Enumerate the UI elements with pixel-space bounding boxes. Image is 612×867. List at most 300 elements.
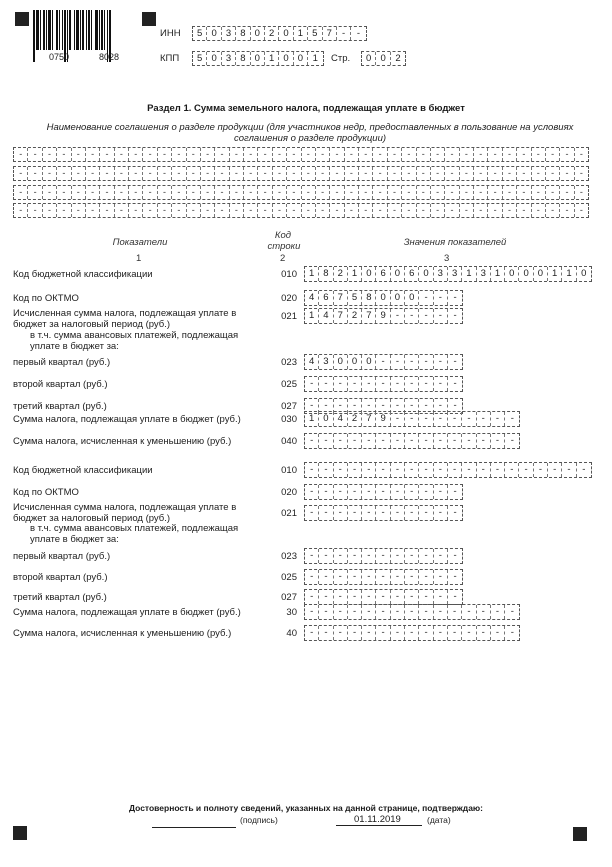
agreement-cell[interactable]: - xyxy=(316,186,330,199)
agreement-cell[interactable]: - xyxy=(57,204,71,217)
agreement-cell[interactable]: - xyxy=(143,167,157,180)
agreement-cell[interactable]: - xyxy=(86,186,100,199)
digit-cell[interactable]: - xyxy=(362,485,376,499)
digit-cell[interactable]: - xyxy=(462,463,476,477)
digit-cell[interactable]: 1 xyxy=(562,267,576,281)
agreement-cell[interactable]: - xyxy=(187,167,201,180)
digit-cell[interactable]: - xyxy=(453,550,457,561)
agreement-cell[interactable]: - xyxy=(460,167,474,180)
digit-cell[interactable]: - xyxy=(510,627,514,638)
agreement-cell[interactable]: - xyxy=(359,204,373,217)
agreement-cell[interactable]: - xyxy=(532,186,546,199)
agreement-cell[interactable]: - xyxy=(503,204,517,217)
digit-cell[interactable]: - xyxy=(434,590,448,604)
digit-cell[interactable]: - xyxy=(419,590,433,604)
agreement-cell[interactable]: - xyxy=(302,167,316,180)
digit-cell[interactable]: 6 xyxy=(405,267,419,281)
agreement-cell[interactable]: - xyxy=(503,148,517,161)
digit-cell[interactable]: - xyxy=(434,605,448,619)
agreement-cell[interactable]: - xyxy=(72,204,86,217)
digit-cell[interactable]: 2 xyxy=(265,27,279,40)
digit-cell[interactable]: - xyxy=(362,570,376,584)
agreement-cell[interactable]: - xyxy=(72,167,86,180)
digit-cell[interactable]: - xyxy=(376,485,390,499)
agreement-cell[interactable]: - xyxy=(431,186,445,199)
digit-cell[interactable]: - xyxy=(405,399,419,413)
digit-cell[interactable]: - xyxy=(362,399,376,413)
digit-cell[interactable]: 9 xyxy=(376,309,390,323)
digit-cell[interactable]: 0 xyxy=(362,52,376,65)
digit-cell[interactable]: 0 xyxy=(376,52,390,65)
agreement-cell[interactable]: - xyxy=(273,167,287,180)
digit-cell[interactable]: - xyxy=(405,485,419,499)
agreement-cell[interactable]: - xyxy=(129,186,143,199)
agreement-cell[interactable]: - xyxy=(345,186,359,199)
digit-cell[interactable]: - xyxy=(434,309,448,323)
digit-cell[interactable]: 8 xyxy=(236,27,250,40)
digit-cell[interactable]: - xyxy=(391,309,405,323)
agreement-cell[interactable]: - xyxy=(14,186,28,199)
agreement-cell[interactable]: - xyxy=(431,204,445,217)
value-field-010[interactable] xyxy=(304,266,592,282)
digit-cell[interactable]: - xyxy=(505,463,519,477)
digit-cell[interactable]: - xyxy=(510,413,514,424)
digit-cell[interactable]: 0 xyxy=(534,267,548,281)
digit-cell[interactable]: - xyxy=(348,506,362,520)
digit-cell[interactable]: - xyxy=(319,549,333,563)
digit-cell[interactable]: 7 xyxy=(334,291,348,305)
agreement-cell[interactable]: - xyxy=(115,204,129,217)
agreement-cell[interactable]: - xyxy=(244,148,258,161)
digit-cell[interactable]: - xyxy=(305,570,319,584)
agreement-cell[interactable]: - xyxy=(129,167,143,180)
digit-cell[interactable]: - xyxy=(362,463,376,477)
digit-cell[interactable]: 5 xyxy=(308,27,322,40)
digit-cell[interactable]: 8 xyxy=(236,52,250,65)
value-field-040[interactable] xyxy=(304,433,520,449)
agreement-cell[interactable]: - xyxy=(14,167,28,180)
digit-cell[interactable]: - xyxy=(376,626,390,640)
agreement-cell[interactable]: - xyxy=(579,168,583,178)
agreement-cell[interactable]: - xyxy=(100,148,114,161)
agreement-cell[interactable]: - xyxy=(143,204,157,217)
agreement-cell[interactable]: - xyxy=(532,204,546,217)
agreement-cell[interactable]: - xyxy=(244,204,258,217)
agreement-cell[interactable]: - xyxy=(100,186,114,199)
digit-cell[interactable]: - xyxy=(319,485,333,499)
digit-cell[interactable]: - xyxy=(334,434,348,448)
digit-cell[interactable]: 0 xyxy=(376,291,390,305)
digit-cell[interactable]: - xyxy=(305,434,319,448)
digit-cell[interactable]: - xyxy=(419,399,433,413)
digit-cell[interactable]: - xyxy=(391,549,405,563)
agreement-cell[interactable]: - xyxy=(417,167,431,180)
agreement-cell[interactable]: - xyxy=(187,148,201,161)
digit-cell[interactable]: - xyxy=(419,309,433,323)
agreement-cell[interactable]: - xyxy=(388,186,402,199)
digit-cell[interactable]: - xyxy=(391,463,405,477)
digit-cell[interactable]: - xyxy=(582,464,586,475)
agreement-cell[interactable]: - xyxy=(359,186,373,199)
agreement-cell[interactable]: - xyxy=(57,148,71,161)
digit-cell[interactable]: - xyxy=(348,485,362,499)
digit-cell[interactable]: - xyxy=(419,549,433,563)
agreement-cell[interactable]: - xyxy=(359,167,373,180)
digit-cell[interactable]: - xyxy=(319,590,333,604)
digit-cell[interactable]: - xyxy=(462,626,476,640)
digit-cell[interactable]: - xyxy=(376,590,390,604)
digit-cell[interactable]: 2 xyxy=(334,267,348,281)
digit-cell[interactable]: 6 xyxy=(319,291,333,305)
digit-cell[interactable]: - xyxy=(405,590,419,604)
digit-cell[interactable]: 5 xyxy=(193,52,207,65)
digit-cell[interactable]: - xyxy=(362,434,376,448)
agreement-cell[interactable]: - xyxy=(330,204,344,217)
agreement-cell[interactable]: - xyxy=(158,204,172,217)
digit-cell[interactable]: - xyxy=(334,626,348,640)
digit-cell[interactable]: 5 xyxy=(348,291,362,305)
agreement-cell[interactable]: - xyxy=(28,204,42,217)
agreement-cell[interactable]: - xyxy=(488,204,502,217)
digit-cell[interactable]: 0 xyxy=(319,412,333,426)
digit-cell[interactable]: - xyxy=(534,463,548,477)
digit-cell[interactable]: - xyxy=(477,412,491,426)
digit-cell[interactable]: 1 xyxy=(548,267,562,281)
digit-cell[interactable]: - xyxy=(419,412,433,426)
digit-cell[interactable]: - xyxy=(391,570,405,584)
digit-cell[interactable]: - xyxy=(419,355,433,369)
digit-cell[interactable]: 1 xyxy=(305,309,319,323)
digit-cell[interactable]: - xyxy=(419,377,433,391)
digit-cell[interactable]: - xyxy=(434,377,448,391)
agreement-cell[interactable]: - xyxy=(215,204,229,217)
value-field-021[interactable] xyxy=(304,308,463,324)
agreement-cell[interactable]: - xyxy=(402,204,416,217)
agreement-cell[interactable]: - xyxy=(230,186,244,199)
digit-cell[interactable]: - xyxy=(376,549,390,563)
value-field-40[interactable] xyxy=(304,625,520,641)
digit-cell[interactable]: - xyxy=(319,434,333,448)
digit-cell[interactable]: - xyxy=(391,590,405,604)
digit-cell[interactable]: - xyxy=(510,606,514,617)
digit-cell[interactable]: - xyxy=(477,605,491,619)
digit-cell[interactable]: - xyxy=(491,434,505,448)
agreement-cell[interactable]: - xyxy=(417,148,431,161)
digit-cell[interactable]: 0 xyxy=(334,355,348,369)
agreement-cell[interactable]: - xyxy=(488,167,502,180)
agreement-cell[interactable]: - xyxy=(14,148,28,161)
digit-cell[interactable]: - xyxy=(337,27,351,40)
digit-cell[interactable]: 1 xyxy=(348,267,362,281)
agreement-cell[interactable]: - xyxy=(445,186,459,199)
agreement-cell[interactable]: - xyxy=(244,167,258,180)
digit-cell[interactable]: 6 xyxy=(376,267,390,281)
digit-cell[interactable]: - xyxy=(391,412,405,426)
digit-cell[interactable]: - xyxy=(305,549,319,563)
agreement-cell[interactable]: - xyxy=(532,167,546,180)
digit-cell[interactable]: - xyxy=(405,463,419,477)
digit-cell[interactable]: - xyxy=(434,355,448,369)
agreement-cell[interactable]: - xyxy=(517,204,531,217)
agreement-cell[interactable]: - xyxy=(560,204,574,217)
digit-cell[interactable]: 7 xyxy=(362,412,376,426)
digit-cell[interactable]: - xyxy=(434,291,448,305)
digit-cell[interactable]: - xyxy=(477,434,491,448)
agreement-cell[interactable]: - xyxy=(187,186,201,199)
digit-cell[interactable]: 9 xyxy=(376,412,390,426)
digit-cell[interactable]: 0 xyxy=(362,267,376,281)
value-field-025[interactable] xyxy=(304,376,463,392)
digit-cell[interactable]: 3 xyxy=(222,27,236,40)
digit-cell[interactable]: - xyxy=(391,506,405,520)
agreement-cell[interactable]: - xyxy=(388,204,402,217)
digit-cell[interactable]: 1 xyxy=(491,267,505,281)
agreement-cell[interactable]: - xyxy=(230,148,244,161)
agreement-cell[interactable]: - xyxy=(546,204,560,217)
digit-cell[interactable]: 3 xyxy=(222,52,236,65)
digit-cell[interactable]: 3 xyxy=(434,267,448,281)
agreement-cell[interactable]: - xyxy=(345,148,359,161)
agreement-cell[interactable]: - xyxy=(316,167,330,180)
agreement-cell[interactable]: - xyxy=(560,186,574,199)
signature-line[interactable] xyxy=(152,820,236,828)
agreement-cell[interactable]: - xyxy=(445,204,459,217)
digit-cell[interactable]: - xyxy=(348,590,362,604)
digit-cell[interactable]: - xyxy=(405,412,419,426)
agreement-cell[interactable]: - xyxy=(517,167,531,180)
digit-cell[interactable]: 0 xyxy=(362,355,376,369)
agreement-cell[interactable]: - xyxy=(417,204,431,217)
agreement-cell[interactable]: - xyxy=(546,167,560,180)
digit-cell[interactable]: - xyxy=(405,309,419,323)
agreement-cell[interactable]: - xyxy=(330,167,344,180)
digit-cell[interactable]: - xyxy=(462,434,476,448)
digit-cell[interactable]: - xyxy=(434,463,448,477)
agreement-cell[interactable]: - xyxy=(187,204,201,217)
digit-cell[interactable]: - xyxy=(391,355,405,369)
page-number-field[interactable] xyxy=(361,51,406,66)
agreement-cell[interactable]: - xyxy=(345,167,359,180)
digit-cell[interactable]: - xyxy=(453,571,457,582)
agreement-cell[interactable]: - xyxy=(43,148,57,161)
agreement-cell[interactable]: - xyxy=(579,187,583,197)
agreement-cell[interactable]: - xyxy=(230,167,244,180)
digit-cell[interactable]: - xyxy=(348,626,362,640)
digit-cell[interactable]: - xyxy=(319,377,333,391)
agreement-cell[interactable]: - xyxy=(302,186,316,199)
digit-cell[interactable]: - xyxy=(448,412,462,426)
digit-cell[interactable]: 7 xyxy=(334,309,348,323)
agreement-cell[interactable]: - xyxy=(244,186,258,199)
agreement-cell[interactable]: - xyxy=(57,167,71,180)
digit-cell[interactable]: 0 xyxy=(348,355,362,369)
digit-cell[interactable]: 0 xyxy=(251,52,265,65)
agreement-cell[interactable]: - xyxy=(201,204,215,217)
digit-cell[interactable]: 2 xyxy=(395,53,401,64)
agreement-cell[interactable]: - xyxy=(100,204,114,217)
agreement-cell[interactable]: - xyxy=(158,167,172,180)
digit-cell[interactable]: - xyxy=(334,463,348,477)
agreement-cell[interactable]: - xyxy=(215,186,229,199)
digit-cell[interactable]: - xyxy=(376,434,390,448)
digit-cell[interactable]: 1 xyxy=(265,52,279,65)
agreement-cell[interactable]: - xyxy=(460,148,474,161)
agreement-cell[interactable]: - xyxy=(417,186,431,199)
agreement-cell[interactable]: - xyxy=(86,204,100,217)
digit-cell[interactable]: - xyxy=(448,626,462,640)
agreement-cell[interactable]: - xyxy=(143,148,157,161)
digit-cell[interactable]: - xyxy=(453,378,457,389)
digit-cell[interactable]: - xyxy=(434,549,448,563)
digit-cell[interactable]: - xyxy=(405,605,419,619)
digit-cell[interactable]: - xyxy=(376,377,390,391)
digit-cell[interactable]: - xyxy=(319,463,333,477)
digit-cell[interactable]: - xyxy=(376,463,390,477)
agreement-cell[interactable]: - xyxy=(302,148,316,161)
agreement-cell[interactable]: - xyxy=(129,204,143,217)
digit-cell[interactable]: 5 xyxy=(193,27,207,40)
agreement-cell[interactable]: - xyxy=(201,186,215,199)
digit-cell[interactable]: - xyxy=(391,377,405,391)
agreement-cell[interactable]: - xyxy=(503,186,517,199)
digit-cell[interactable]: - xyxy=(448,463,462,477)
agreement-cell[interactable]: - xyxy=(28,167,42,180)
digit-cell[interactable]: - xyxy=(419,434,433,448)
digit-cell[interactable]: - xyxy=(405,570,419,584)
digit-cell[interactable]: - xyxy=(362,605,376,619)
agreement-cell[interactable]: - xyxy=(258,167,272,180)
digit-cell[interactable]: 4 xyxy=(319,309,333,323)
digit-cell[interactable]: - xyxy=(405,377,419,391)
digit-cell[interactable]: - xyxy=(319,570,333,584)
agreement-cell[interactable]: - xyxy=(287,148,301,161)
digit-cell[interactable]: - xyxy=(419,463,433,477)
value-field-021[interactable] xyxy=(304,505,463,521)
digit-cell[interactable]: - xyxy=(434,399,448,413)
agreement-cell[interactable]: - xyxy=(373,204,387,217)
digit-cell[interactable]: - xyxy=(319,399,333,413)
digit-cell[interactable]: - xyxy=(334,506,348,520)
digit-cell[interactable]: - xyxy=(453,400,457,411)
agreement-cell[interactable]: - xyxy=(215,167,229,180)
digit-cell[interactable]: - xyxy=(305,590,319,604)
digit-cell[interactable]: - xyxy=(319,605,333,619)
digit-cell[interactable]: - xyxy=(376,605,390,619)
digit-cell[interactable]: - xyxy=(319,626,333,640)
agreement-row[interactable] xyxy=(13,147,589,162)
digit-cell[interactable]: - xyxy=(419,570,433,584)
digit-cell[interactable]: - xyxy=(391,485,405,499)
agreement-cell[interactable]: - xyxy=(445,148,459,161)
digit-cell[interactable]: - xyxy=(334,549,348,563)
digit-cell[interactable]: - xyxy=(348,549,362,563)
agreement-cell[interactable]: - xyxy=(373,148,387,161)
digit-cell[interactable]: 0 xyxy=(391,291,405,305)
agreement-cell[interactable]: - xyxy=(273,186,287,199)
agreement-cell[interactable]: - xyxy=(258,204,272,217)
digit-cell[interactable]: - xyxy=(419,291,433,305)
digit-cell[interactable]: - xyxy=(448,434,462,448)
digit-cell[interactable]: - xyxy=(519,463,533,477)
digit-cell[interactable]: - xyxy=(348,399,362,413)
agreement-cell[interactable]: - xyxy=(460,204,474,217)
digit-cell[interactable]: - xyxy=(305,605,319,619)
digit-cell[interactable]: 3 xyxy=(448,267,462,281)
agreement-cell[interactable]: - xyxy=(43,186,57,199)
digit-cell[interactable]: - xyxy=(376,570,390,584)
agreement-cell[interactable]: - xyxy=(72,186,86,199)
agreement-cell[interactable]: - xyxy=(273,148,287,161)
digit-cell[interactable]: - xyxy=(405,626,419,640)
digit-cell[interactable]: 7 xyxy=(323,27,337,40)
digit-cell[interactable]: - xyxy=(391,605,405,619)
digit-cell[interactable]: 0 xyxy=(251,27,265,40)
digit-cell[interactable]: - xyxy=(305,399,319,413)
digit-cell[interactable]: 8 xyxy=(362,291,376,305)
agreement-cell[interactable]: - xyxy=(158,186,172,199)
agreement-cell[interactable]: - xyxy=(287,186,301,199)
digit-cell[interactable]: 2 xyxy=(348,412,362,426)
digit-cell[interactable]: - xyxy=(348,605,362,619)
agreement-cell[interactable]: - xyxy=(316,148,330,161)
digit-cell[interactable]: - xyxy=(434,626,448,640)
agreement-cell[interactable]: - xyxy=(474,204,488,217)
digit-cell[interactable]: - xyxy=(334,399,348,413)
agreement-cell[interactable]: - xyxy=(388,167,402,180)
agreement-cell[interactable]: - xyxy=(28,148,42,161)
agreement-cell[interactable]: - xyxy=(287,167,301,180)
agreement-row[interactable] xyxy=(13,203,589,218)
agreement-cell[interactable]: - xyxy=(532,148,546,161)
agreement-cell[interactable]: - xyxy=(201,167,215,180)
agreement-cell[interactable]: - xyxy=(560,167,574,180)
value-field-30[interactable] xyxy=(304,604,520,620)
agreement-cell[interactable]: - xyxy=(273,204,287,217)
digit-cell[interactable]: - xyxy=(453,356,457,367)
digit-cell[interactable]: - xyxy=(477,626,491,640)
digit-cell[interactable]: - xyxy=(491,463,505,477)
agreement-cell[interactable]: - xyxy=(86,167,100,180)
digit-cell[interactable]: 2 xyxy=(348,309,362,323)
digit-cell[interactable]: 8 xyxy=(319,267,333,281)
digit-cell[interactable]: - xyxy=(405,506,419,520)
digit-cell[interactable]: - xyxy=(334,605,348,619)
inn-field[interactable] xyxy=(192,26,367,41)
digit-cell[interactable]: 1 xyxy=(312,53,318,64)
agreement-cell[interactable]: - xyxy=(230,204,244,217)
digit-cell[interactable]: - xyxy=(448,605,462,619)
digit-cell[interactable]: 3 xyxy=(477,267,491,281)
agreement-cell[interactable]: - xyxy=(143,186,157,199)
agreement-cell[interactable]: - xyxy=(172,148,186,161)
agreement-cell[interactable]: - xyxy=(460,186,474,199)
digit-cell[interactable]: - xyxy=(362,626,376,640)
digit-cell[interactable]: 1 xyxy=(294,27,308,40)
agreement-cell[interactable]: - xyxy=(115,186,129,199)
digit-cell[interactable]: 4 xyxy=(334,412,348,426)
agreement-cell[interactable]: - xyxy=(258,148,272,161)
digit-cell[interactable]: - xyxy=(453,486,457,497)
digit-cell[interactable]: - xyxy=(362,590,376,604)
agreement-cell[interactable]: - xyxy=(28,186,42,199)
value-field-023[interactable] xyxy=(304,354,463,370)
digit-cell[interactable]: 3 xyxy=(319,355,333,369)
agreement-cell[interactable]: - xyxy=(402,167,416,180)
digit-cell[interactable]: - xyxy=(348,570,362,584)
digit-cell[interactable]: - xyxy=(510,435,514,446)
value-field-023[interactable] xyxy=(304,548,463,564)
digit-cell[interactable]: - xyxy=(434,485,448,499)
